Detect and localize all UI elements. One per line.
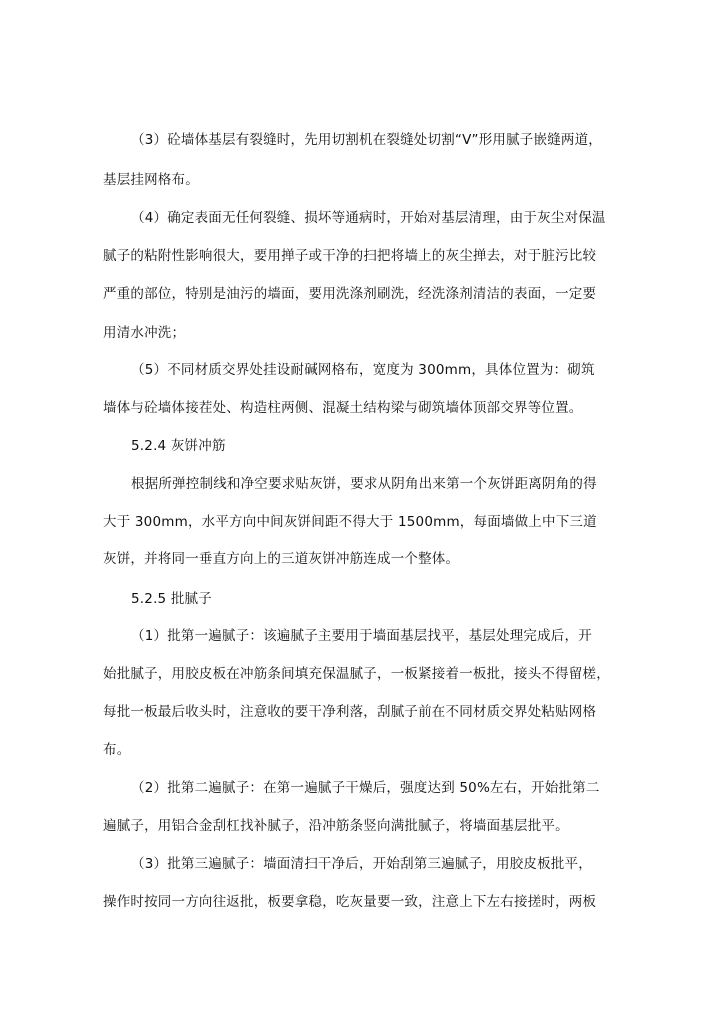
putty-step-1-line-1: （1）批第一遍腻子：该遍腻子主要用于墙面基层找平，基层处理完成后，开 — [131, 628, 592, 644]
paragraph-cake-line-3: 灰饼，并将同一垂直方向上的三道灰饼冲筋连成一个整体。 — [103, 551, 460, 567]
paragraph-cake-line-2: 大于 300mm，水平方向中间灰饼间距不得大于 1500mm，每面墙做上中下三道 — [103, 514, 597, 530]
paragraph-4-line-2: 腻子的粘附性影响很大，要用掸子或干净的扫把将墙上的灰尘掸去，对于脏污比较 — [103, 248, 597, 264]
section-heading-5-2-5: 5.2.5 批腻子 — [131, 591, 212, 607]
section-heading-5-2-4: 5.2.4 灰饼冲筋 — [131, 438, 226, 454]
paragraph-3-line-2: 基层挂网格布。 — [103, 172, 199, 188]
putty-step-1-line-3: 每批一板最后收头时，注意收的要干净利落，刮腻子前在不同材质交界处粘贴网格 — [103, 704, 597, 720]
paragraph-4-line-1: （4）确定表面无任何裂缝、损坏等通病时，开始对基层清理，由于灰尘对保温 — [131, 210, 606, 226]
putty-step-1-line-2: 始批腻子，用胶皮板在冲筋条间填充保温腻子，一板紧接着一板批，接头不得留槎， — [103, 666, 610, 682]
paragraph-cake-line-1: 根据所弹控制线和净空要求贴灰饼，要求从阴角出来第一个灰饼距离阴角的得 — [131, 476, 597, 492]
paragraph-4-line-4: 用清水冲洗； — [103, 325, 186, 341]
paragraph-4-line-3: 严重的部位，特别是油污的墙面，要用洗涤剂刷洗，经洗涤剂清洁的表面，一定要 — [103, 286, 597, 302]
putty-step-3-line-2: 操作时按同一方向往返批，板要拿稳，吃灰量要一致，注意上下左右接搓时，两板 — [103, 894, 597, 910]
putty-step-2-line-2: 遍腻子，用铝合金刮杠找补腻子，沿冲筋条竖向满批腻子，将墙面基层批平。 — [103, 818, 569, 834]
putty-step-1-line-4: 布。 — [103, 742, 131, 758]
paragraph-5-line-1: （5）不同材质交界处挂设耐碱网格布，宽度为 300mm，具体位置为：砌筑 — [131, 362, 595, 378]
paragraph-3-line-1: （3）砼墙体基层有裂缝时，先用切割机在裂缝处切割“V”形用腻子嵌缝两道， — [131, 132, 603, 148]
putty-step-2-line-1: （2）批第二遍腻子：在第一遍腻子干燥后，强度达到 50%左右，开始批第二 — [131, 780, 600, 796]
paragraph-5-line-2: 墙体与砼墙体接茬处、构造柱两侧、混凝土结构梁与砌筑墙体顶部交界等位置。 — [103, 400, 583, 416]
putty-step-3-line-1: （3）批第三遍腻子：墙面清扫干净后，开始刮第三遍腻子，用胶皮板批平， — [131, 856, 592, 872]
